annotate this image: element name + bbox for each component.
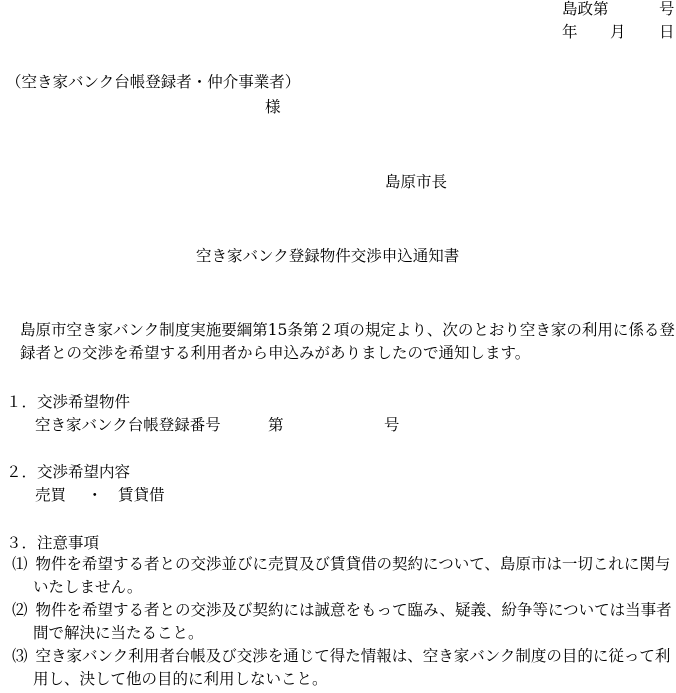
date-year-label: 年 bbox=[562, 23, 578, 41]
registration-number-label: 空き家バンク台帳登録番号 bbox=[35, 416, 221, 434]
note-item bbox=[0, 599, 676, 645]
note-marker: ⑴ bbox=[12, 555, 28, 573]
note-text: 空き家バンク利用者台帳及び交渉を通じて得た情報は、空き家バンク制度の目的に従って利用し、決して他の目的に利用しないこと。 bbox=[33, 647, 671, 688]
doc-number-prefix: 島政第 bbox=[562, 0, 609, 18]
option-separator: ・ bbox=[87, 486, 103, 504]
date-month-label: 月 bbox=[610, 23, 626, 41]
note-item bbox=[0, 645, 676, 691]
recipient-honorific: 様 bbox=[265, 98, 281, 116]
document-title: 空き家バンク登録物件交渉申込通知書 bbox=[196, 247, 460, 265]
sender-name: 島原市長 bbox=[385, 173, 448, 191]
notes-list bbox=[0, 553, 676, 691]
registration-number-suffix: 号 bbox=[384, 416, 400, 434]
section-2-heading: ２．交渉希望内容 bbox=[6, 463, 131, 481]
option-lease: 賃貸借 bbox=[118, 486, 165, 504]
note-item bbox=[0, 553, 676, 599]
body-paragraph-text: 島原市空き家バンク制度実施要綱第15条第２項の規定より、次のとおり空き家の利用に係る登録者との交渉を希望する利用者から申込みがありましたので通知します。 bbox=[20, 321, 675, 362]
body-paragraph bbox=[0, 319, 676, 365]
recipient-name: （空き家バンク台帳登録者・仲介事業者） bbox=[6, 73, 301, 91]
doc-number-suffix: 号 bbox=[659, 0, 675, 18]
section-1-heading: １．交渉希望物件 bbox=[6, 393, 131, 411]
option-sale: 売買 bbox=[35, 486, 67, 504]
date-day-label: 日 bbox=[659, 23, 675, 41]
section-3-heading: ３．注意事項 bbox=[6, 534, 100, 552]
registration-number-prefix: 第 bbox=[268, 416, 284, 434]
note-text: 物件を希望する者との交渉並びに売買及び賃貸借の契約について、島原市は一切これに関与いたしません。 bbox=[33, 555, 671, 596]
note-text: 物件を希望する者との交渉及び契約には誠意をもって臨み、疑義、紛争等については当事者間で解決に当たること。 bbox=[33, 601, 672, 642]
note-marker: ⑶ bbox=[12, 647, 28, 665]
note-marker: ⑵ bbox=[12, 601, 28, 619]
